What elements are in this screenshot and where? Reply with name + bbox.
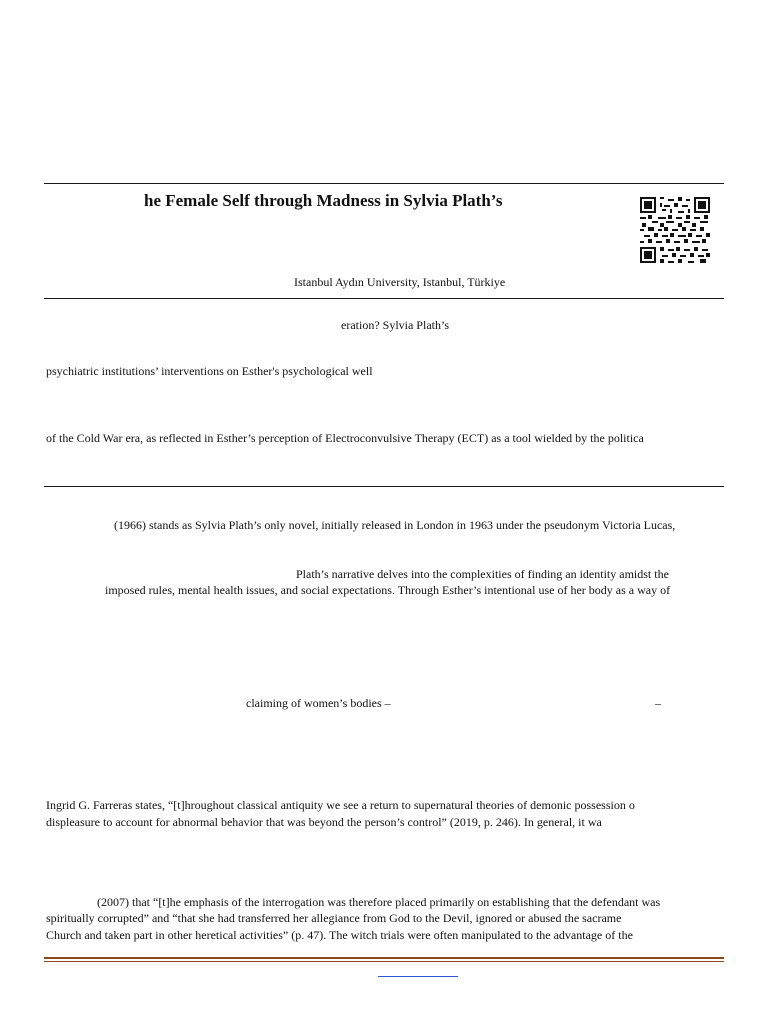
body-line: Plath’s narrative delves into the complexities of finding an identity amidst the: [296, 567, 669, 581]
abstract-line: eration? Sylvia Plath’s: [341, 318, 449, 332]
body-dash: –: [655, 696, 661, 710]
header-top-rule: [44, 183, 724, 184]
body-line: spiritually corrupted” and “that she had transferred her allegiance from God to the Devil, ignored or abused the sacrame: [46, 911, 622, 925]
abstract-bottom-rule: [44, 486, 724, 487]
body-line: imposed rules, mental health issues, and social expectations. Through Esther’s intentional use of her body as a way of: [105, 583, 671, 597]
body-line: Ingrid G. Farreras states, “[t]hroughout classical antiquity we see a return to supernatural theories of demonic possession o: [46, 798, 635, 812]
footer-rule-thin: [44, 961, 724, 962]
article-title: he Female Self through Madness in Sylvia Plath’s: [144, 191, 503, 210]
body-line: (2007) that “[t]he emphasis of the interrogation was therefore placed primarily on establishing that the defendant was: [97, 895, 661, 909]
body-line: Church and taken part in other heretical activities” (p. 47). The witch trials were often manipulated to the advantage of the: [46, 928, 633, 942]
body-line: claiming of women’s bodies –: [246, 696, 391, 710]
header-bottom-rule: [44, 298, 724, 299]
author-affiliation: Istanbul Aydın University, Istanbul, Türkiye: [294, 275, 506, 289]
footer-rule: [44, 957, 724, 959]
footer-link[interactable]: [378, 976, 458, 977]
qr-code-icon: [640, 197, 710, 263]
body-line: displeasure to account for abnormal behavior that was beyond the person’s control” (2019, p. 246). In general, it wa: [46, 815, 602, 829]
body-line: (1966) stands as Sylvia Plath’s only novel, initially released in London in 1963 under the pseudonym Victoria Lucas,: [114, 518, 676, 532]
abstract-line: psychiatric institutions’ interventions on Esther's psychological well: [46, 364, 373, 378]
abstract-line: of the Cold War era, as reflected in Esther’s perception of Electroconvulsive Therapy (ECT) as a tool wielded by the politica: [46, 431, 644, 445]
